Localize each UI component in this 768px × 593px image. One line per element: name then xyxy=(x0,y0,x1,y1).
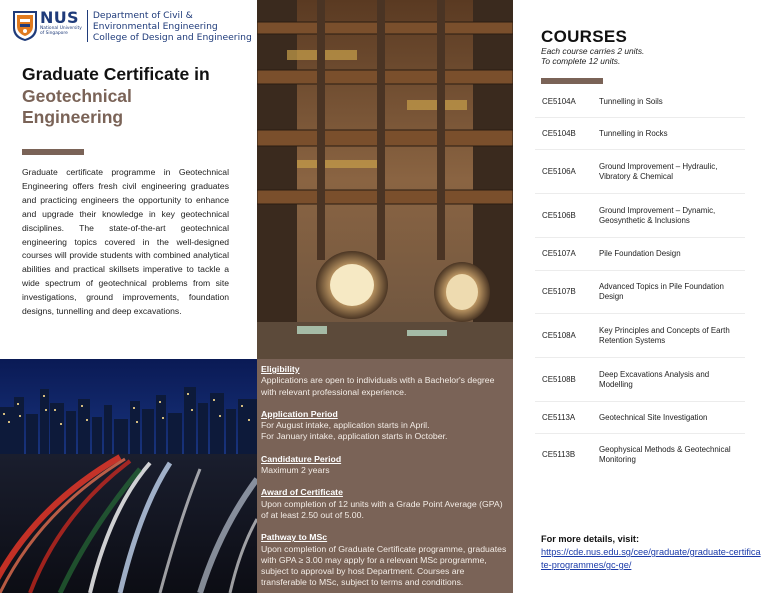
course-code: CE5108A xyxy=(542,330,576,340)
course-code: CE5107A xyxy=(542,249,576,258)
page-title xyxy=(22,64,210,129)
courses-title: COURSES xyxy=(541,27,628,46)
nus-wordmark: NUS xyxy=(40,8,79,27)
nus-crest-icon xyxy=(12,10,38,42)
courses-note-1: Each course carries 2 units. xyxy=(541,46,645,56)
course-row xyxy=(535,314,745,358)
title-line-2: Geotechnical xyxy=(22,85,132,106)
course-code: CE5108B xyxy=(542,374,576,384)
course-code: CE5104B xyxy=(542,128,576,138)
course-name: Ground Improvement – Hydraulic, Vibratory & Chemical xyxy=(599,161,718,181)
nus-subtext-1: National University xyxy=(40,26,82,31)
accent-bar-right xyxy=(541,78,603,84)
accent-bar-left xyxy=(22,149,84,155)
pathway-text: Upon completion of Graduate Certificate programme, graduates with GPA ≥ 3.00 may apply for a relevant MSc programme, subject to approval by host Department. Courses are transferable to MSc, subject to terms and conditions. xyxy=(261,543,507,588)
course-row xyxy=(535,358,745,402)
title-line-1: Graduate Certificate in xyxy=(22,64,210,84)
city-highway-photo xyxy=(0,359,257,593)
department-name xyxy=(93,10,252,43)
nus-logo xyxy=(12,10,252,43)
dept-line-2: Environmental Engineering xyxy=(92,21,218,32)
course-name: Geotechnical Site Investigation xyxy=(599,412,708,422)
eligibility-text: Applications are open to individuals with a Bachelor's degree with relevant professional experience. xyxy=(261,375,495,397)
title-line-3: Engineering xyxy=(22,107,124,127)
course-row xyxy=(535,402,745,434)
more-details xyxy=(541,533,763,572)
course-row xyxy=(535,271,745,314)
course-code: CE5107B xyxy=(542,287,576,296)
course-row xyxy=(535,238,745,271)
dept-line-1: Department of Civil & xyxy=(92,10,193,21)
course-name: Key Principles and Concepts of Earth Retention Systems xyxy=(599,325,730,345)
left-column xyxy=(0,0,257,593)
award-text: Upon completion of 12 units with a Grade Point Average (GPA) of at least 2.50 out of 5.00. xyxy=(261,498,503,520)
course-code: CE5106B xyxy=(542,210,576,220)
tunnel-construction-photo xyxy=(257,0,513,359)
candidature-period-heading: Candidature Period xyxy=(261,453,342,464)
course-row xyxy=(535,194,745,238)
eligibility-heading: Eligibility xyxy=(261,364,300,374)
course-row xyxy=(535,118,745,150)
nus-subtext-2: of Singapore xyxy=(40,31,68,36)
course-list xyxy=(535,86,745,476)
course-name: Deep Excavations Analysis and Modelling xyxy=(599,369,710,389)
course-code: CE5104A xyxy=(542,96,576,106)
course-name: Tunnelling in Rocks xyxy=(599,128,668,138)
programme-info-panel xyxy=(257,359,513,593)
course-name: Geophysical Methods & Geotechnical Monitoring xyxy=(599,445,731,464)
course-row xyxy=(535,434,745,476)
right-column xyxy=(513,0,768,593)
intro-paragraph: Graduate certificate programme in Geotechnical Engineering offers fresh civil engineering graduates and practicing engineers the opportunity to enhance and upgrade their knowledge in key geotechnical disciplines. The state-of-the-art geotechnical engineering topics covered in the well-designed courses will provide students with combined analytical abilities and practical skillsets imperative to tackle a wide spectrum of geotechnical problems from site investigations, ground improvements, foundation designs, tunnelling and deep excavations. xyxy=(22,167,229,317)
course-row xyxy=(535,150,745,194)
logo-divider xyxy=(87,10,88,42)
course-name: Ground Improvement – Dynamic, Geosynthetic & Inclusions xyxy=(599,205,716,225)
application-period-text: For August intake, application starts in April. For January intake, application starts in October. xyxy=(261,420,448,442)
candidature-period-text: Maximum 2 years xyxy=(261,465,330,476)
more-details-label: For more details, visit: xyxy=(541,534,640,544)
application-period-heading: Application Period xyxy=(261,408,338,419)
award-heading: Award of Certificate xyxy=(261,487,343,498)
course-row xyxy=(535,86,745,118)
course-name: Pile Foundation Design xyxy=(599,249,681,258)
dept-line-3: College of Design and Engineering xyxy=(92,32,252,43)
pathway-heading: Pathway to MSc xyxy=(261,532,328,543)
course-code: CE5113A xyxy=(542,412,576,422)
course-code: CE5106A xyxy=(542,166,576,176)
course-name: Advanced Topics in Pile Foundation Design xyxy=(599,282,724,301)
courses-note xyxy=(541,46,644,66)
courses-note-2: To complete 12 units. xyxy=(541,56,621,66)
course-code: CE5113B xyxy=(542,450,576,459)
more-details-link[interactable]: https://cde.nus.edu.sg/cee/graduate/graduate-certificate-programmes/gc-ge/ xyxy=(541,547,761,570)
course-name: Tunnelling in Soils xyxy=(599,96,663,106)
